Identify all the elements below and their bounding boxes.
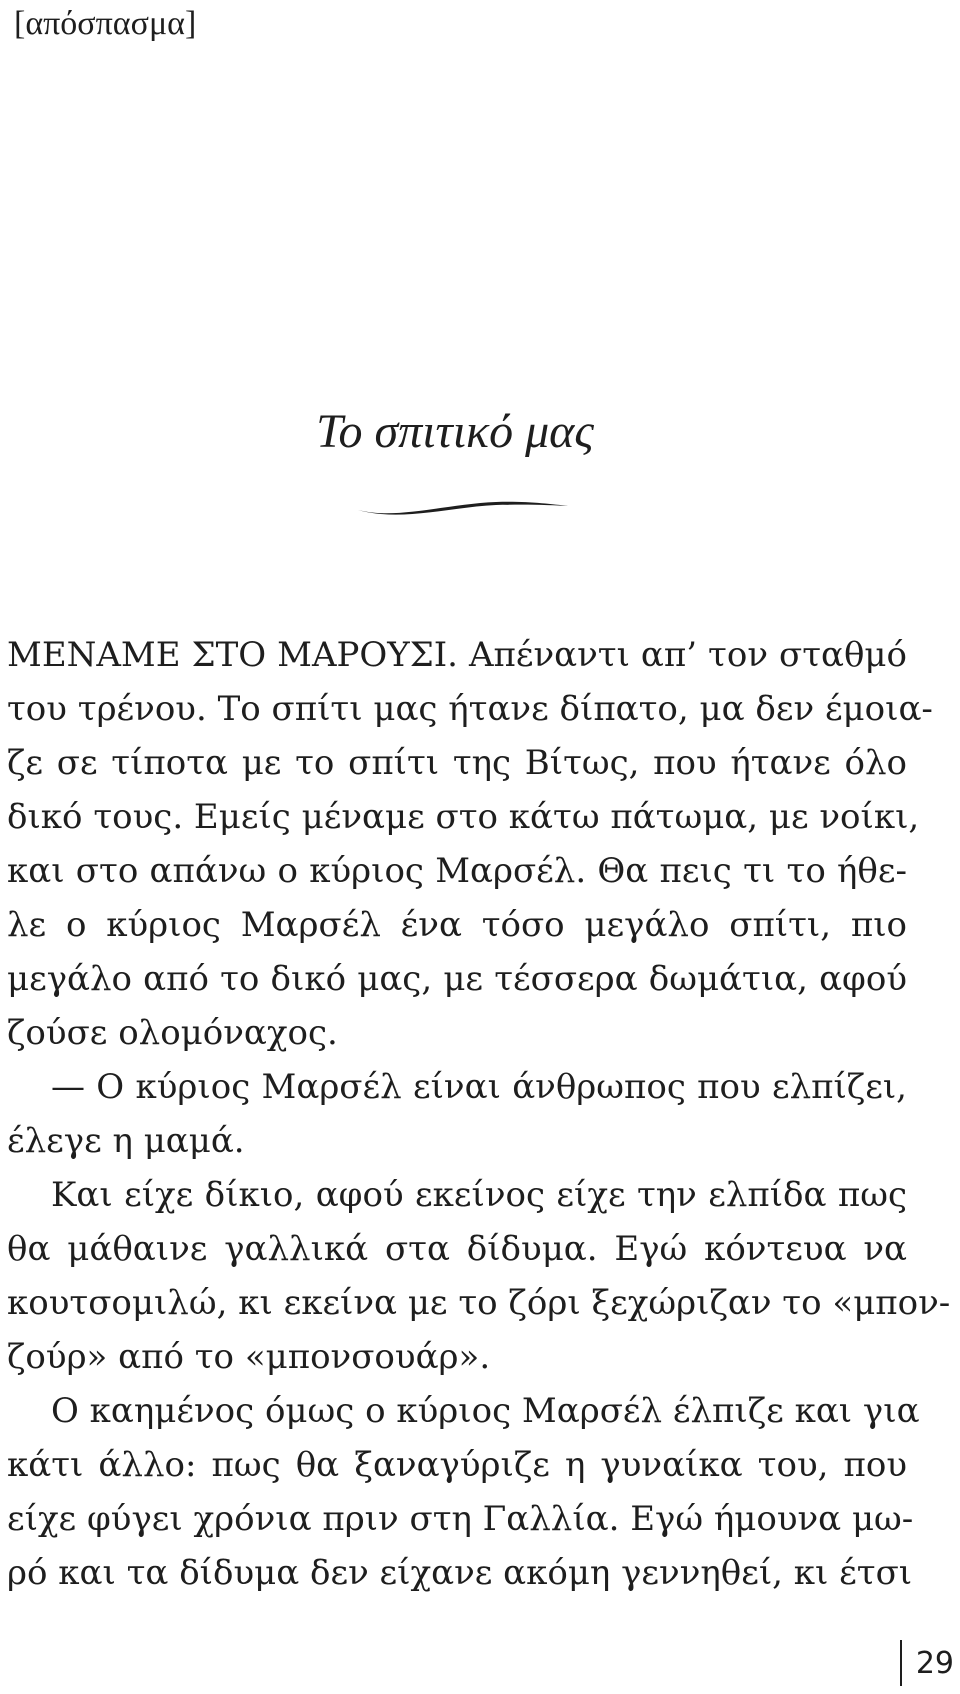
paragraph-line: ζούσε ολομόναχος. [7, 1013, 338, 1053]
paragraph-line: ζούρ» από το «μπονσουάρ». [7, 1337, 491, 1377]
paragraph-line: και στο απάνω ο κύριος Μαρσέλ. Θα πεις τι το ήθε- [7, 851, 907, 891]
paragraph-line: Και είχε δίκιο, αφού εκείνος είχε την ελπίδα πως [51, 1175, 907, 1215]
paragraph-line: μεγάλο από το δικό μας, με τέσσερα δωμάτια, αφού [7, 959, 907, 999]
paragraph-line: κουτσομιλώ, κι εκείνα με το ζόρι ξεχώριζαν το «μπον- [7, 1283, 951, 1323]
paragraph-line: ΜΕΝΑΜΕ ΣΤΟ ΜΑΡΟΥΣΙ. Απέναντι απ’ τον σταθμό [7, 635, 907, 675]
paragraph-line: του τρένου. Το σπίτι μας ήτανε δίπατο, μα δεν έμοια- [7, 689, 933, 729]
paragraph-line: έλεγε η μαμά. [7, 1121, 245, 1161]
chapter-title: Το σπιτικό μας [316, 405, 594, 458]
paragraph-line: δικό τους. Εμείς μέναμε στο κάτω πάτωμα, με νοίκι, [7, 797, 920, 837]
page-number-divider [900, 1640, 902, 1686]
body-text [7, 628, 951, 1600]
paragraph-line: ζε σε τίποτα με το σπίτι της Βίτως, που ήτανε όλο [7, 743, 907, 783]
paragraph-line: Ο καημένος όμως ο κύριος Μαρσέλ έλπιζε και για [51, 1391, 920, 1431]
paragraph-line: ρό και τα δίδυμα δεν είχανε ακόμη γεννηθεί, κι έτσι [7, 1553, 913, 1593]
page-number: 29 [915, 1645, 954, 1681]
title-ornament-icon [356, 498, 570, 520]
paragraph-line: είχε φύγει χρόνια πριν στη Γαλλία. Εγώ ήμουνα μω- [7, 1499, 914, 1539]
paragraph-line: κάτι άλλο: πως θα ξαναγύριζε η γυναίκα του, που [7, 1445, 907, 1485]
excerpt-label: [απόσπασμα] [14, 5, 197, 42]
page-footer [900, 1640, 960, 1686]
paragraph-line: θα μάθαινε γαλλικά στα δίδυμα. Εγώ κόντευα να [7, 1229, 907, 1269]
paragraph-line: λε ο κύριος Μαρσέλ ένα τόσο μεγάλο σπίτι, πιο [7, 905, 907, 945]
dialogue-line: — Ο κύριος Μαρσέλ είναι άνθρωπος που ελπίζει, [51, 1067, 907, 1107]
